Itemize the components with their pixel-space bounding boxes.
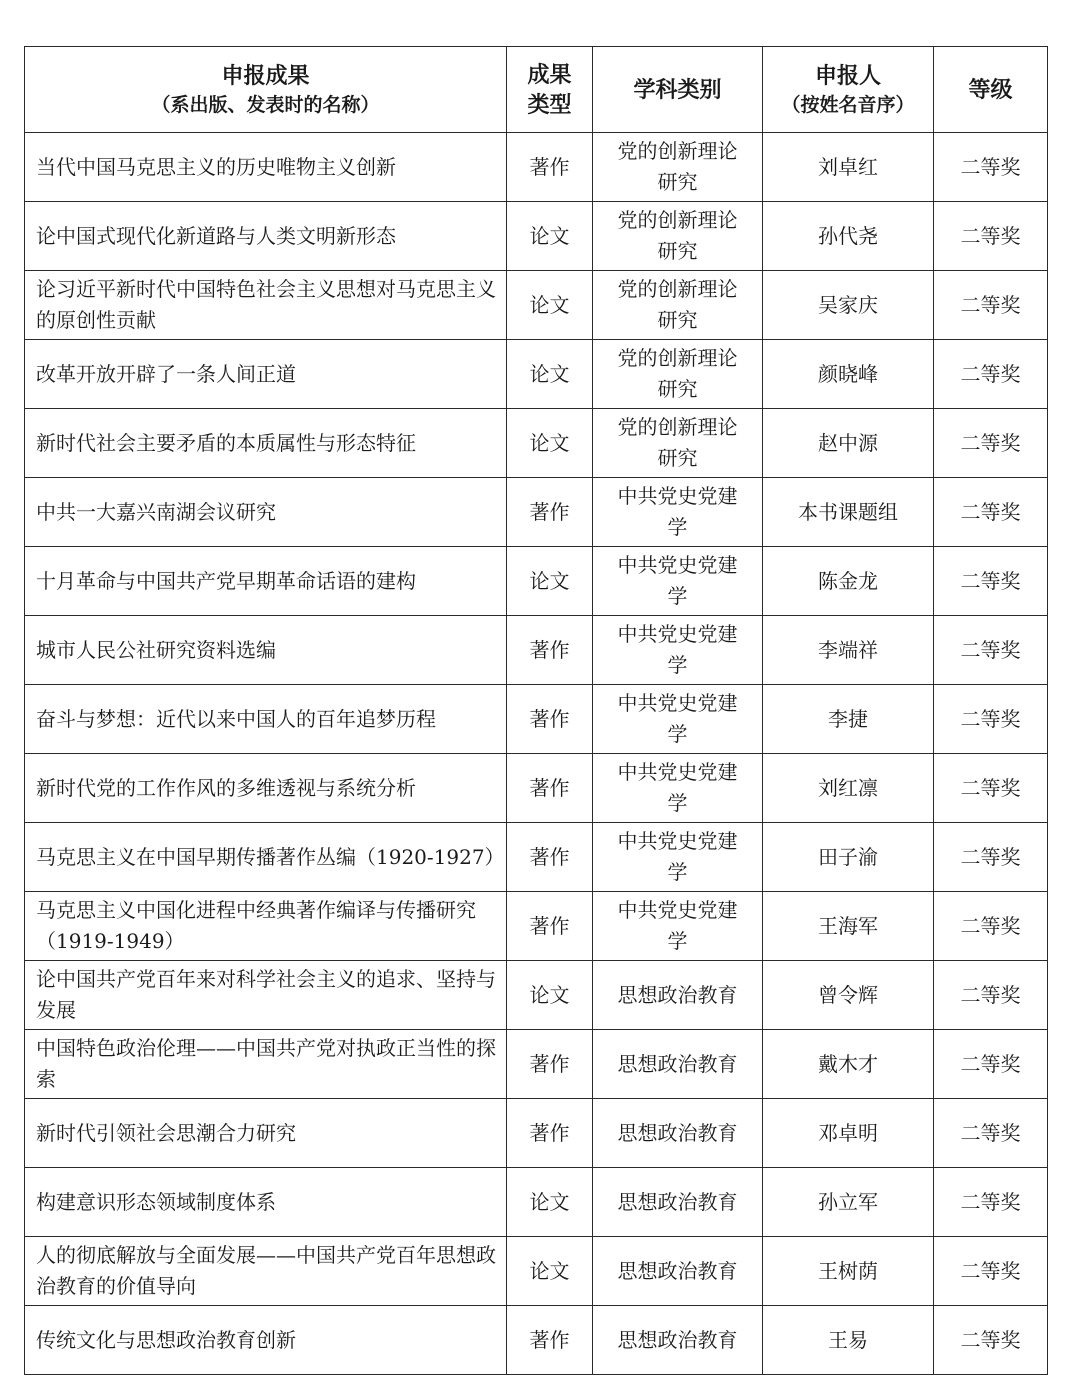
header-applicant-sub: （按姓名音序） [781, 93, 915, 116]
cell-category: 思想政治教育 [593, 1099, 763, 1168]
cell-type: 著作 [507, 823, 593, 892]
table-row [25, 271, 1048, 340]
cell-type: 著作 [507, 892, 593, 961]
cell-category: 思想政治教育 [593, 1237, 763, 1306]
table-row [25, 478, 1048, 547]
cell-type: 著作 [507, 685, 593, 754]
cell-applicant: 戴木才 [763, 1030, 934, 1099]
table-row [25, 616, 1048, 685]
cell-level: 二等奖 [934, 133, 1048, 202]
cell-category: 中共党史党建学 [593, 892, 763, 961]
cell-applicant: 刘红凛 [763, 754, 934, 823]
cell-applicant: 李端祥 [763, 616, 934, 685]
cell-type: 论文 [507, 961, 593, 1030]
header-category-label: 学科类别 [633, 76, 722, 103]
cell-category: 思想政治教育 [593, 1030, 763, 1099]
cell-applicant: 孙立军 [763, 1168, 934, 1237]
cell-title: 马克思主义中国化进程中经典著作编译与传播研究（1919-1949） [25, 892, 507, 961]
cell-title: 奋斗与梦想：近代以来中国人的百年追梦历程 [25, 685, 507, 754]
cell-title: 传统文化与思想政治教育创新 [25, 1306, 507, 1375]
cell-type: 论文 [507, 409, 593, 478]
table-row [25, 1030, 1048, 1099]
cell-applicant: 赵中源 [763, 409, 934, 478]
table-row [25, 823, 1048, 892]
header-type-line1: 成果 [527, 61, 572, 88]
cell-title: 新时代党的工作作风的多维透视与系统分析 [25, 754, 507, 823]
table-row [25, 961, 1048, 1030]
cell-title: 中共一大嘉兴南湖会议研究 [25, 478, 507, 547]
table-row [25, 754, 1048, 823]
table-row [25, 133, 1048, 202]
header-row [25, 47, 1048, 133]
awards-table-container [24, 46, 1047, 1375]
cell-title: 论习近平新时代中国特色社会主义思想对马克思主义的原创性贡献 [25, 271, 507, 340]
cell-type: 著作 [507, 478, 593, 547]
cell-level: 二等奖 [934, 202, 1048, 271]
cell-title: 人的彻底解放与全面发展——中国共产党百年思想政治教育的价值导向 [25, 1237, 507, 1306]
cell-category: 党的创新理论研究 [593, 340, 763, 409]
cell-level: 二等奖 [934, 1306, 1048, 1375]
cell-category: 中共党史党建学 [593, 823, 763, 892]
cell-type: 著作 [507, 133, 593, 202]
header-level [934, 47, 1048, 133]
header-title [25, 47, 507, 133]
cell-title: 构建意识形态领域制度体系 [25, 1168, 507, 1237]
header-applicant [763, 47, 934, 133]
header-type-line2: 类型 [527, 91, 572, 118]
table-row [25, 892, 1048, 961]
cell-title: 十月革命与中国共产党早期革命话语的建构 [25, 547, 507, 616]
cell-title: 改革开放开辟了一条人间正道 [25, 340, 507, 409]
header-level-label: 等级 [968, 76, 1013, 103]
cell-applicant: 颜晓峰 [763, 340, 934, 409]
header-type [507, 47, 593, 133]
awards-table [24, 46, 1048, 1375]
header-applicant-main: 申报人 [814, 62, 881, 89]
cell-applicant: 曾令辉 [763, 961, 934, 1030]
table-row [25, 685, 1048, 754]
cell-title: 论中国式现代化新道路与人类文明新形态 [25, 202, 507, 271]
cell-level: 二等奖 [934, 271, 1048, 340]
table-row [25, 1168, 1048, 1237]
cell-level: 二等奖 [934, 616, 1048, 685]
cell-category: 思想政治教育 [593, 1168, 763, 1237]
cell-type: 论文 [507, 1237, 593, 1306]
cell-applicant: 田子渝 [763, 823, 934, 892]
cell-title: 论中国共产党百年来对科学社会主义的追求、坚持与发展 [25, 961, 507, 1030]
cell-level: 二等奖 [934, 1237, 1048, 1306]
cell-type: 著作 [507, 616, 593, 685]
cell-category: 思想政治教育 [593, 961, 763, 1030]
cell-type: 论文 [507, 547, 593, 616]
table-body [25, 133, 1048, 1375]
cell-applicant: 邓卓明 [763, 1099, 934, 1168]
table-header [25, 47, 1048, 133]
cell-applicant: 王海军 [763, 892, 934, 961]
cell-applicant: 陈金龙 [763, 547, 934, 616]
table-row [25, 1099, 1048, 1168]
cell-level: 二等奖 [934, 1030, 1048, 1099]
table-row [25, 340, 1048, 409]
cell-type: 著作 [507, 1306, 593, 1375]
cell-category: 党的创新理论研究 [593, 409, 763, 478]
cell-category: 中共党史党建学 [593, 754, 763, 823]
cell-category: 中共党史党建学 [593, 547, 763, 616]
cell-level: 二等奖 [934, 823, 1048, 892]
cell-level: 二等奖 [934, 478, 1048, 547]
cell-title: 新时代引领社会思潮合力研究 [25, 1099, 507, 1168]
cell-type: 论文 [507, 1168, 593, 1237]
cell-type: 论文 [507, 340, 593, 409]
table-row [25, 202, 1048, 271]
cell-level: 二等奖 [934, 892, 1048, 961]
cell-category: 中共党史党建学 [593, 685, 763, 754]
cell-level: 二等奖 [934, 754, 1048, 823]
cell-type: 著作 [507, 1030, 593, 1099]
cell-applicant: 王树荫 [763, 1237, 934, 1306]
cell-level: 二等奖 [934, 1099, 1048, 1168]
header-title-sub: （系出版、发表时的名称） [151, 93, 380, 116]
cell-applicant: 本书课题组 [763, 478, 934, 547]
cell-level: 二等奖 [934, 961, 1048, 1030]
cell-category: 党的创新理论研究 [593, 271, 763, 340]
cell-type: 论文 [507, 271, 593, 340]
cell-title: 新时代社会主要矛盾的本质属性与形态特征 [25, 409, 507, 478]
cell-title: 当代中国马克思主义的历史唯物主义创新 [25, 133, 507, 202]
cell-type: 著作 [507, 754, 593, 823]
cell-level: 二等奖 [934, 340, 1048, 409]
cell-category: 中共党史党建学 [593, 478, 763, 547]
cell-level: 二等奖 [934, 685, 1048, 754]
cell-applicant: 李捷 [763, 685, 934, 754]
table-row [25, 409, 1048, 478]
cell-category: 党的创新理论研究 [593, 133, 763, 202]
cell-title: 马克思主义在中国早期传播著作丛编（1920-1927） [25, 823, 507, 892]
header-title-main: 申报成果 [221, 62, 310, 89]
cell-applicant: 吴家庆 [763, 271, 934, 340]
cell-title: 城市人民公社研究资料选编 [25, 616, 507, 685]
cell-type: 著作 [507, 1099, 593, 1168]
cell-title: 中国特色政治伦理——中国共产党对执政正当性的探索 [25, 1030, 507, 1099]
table-row [25, 1237, 1048, 1306]
cell-level: 二等奖 [934, 547, 1048, 616]
cell-type: 论文 [507, 202, 593, 271]
cell-category: 党的创新理论研究 [593, 202, 763, 271]
table-row [25, 547, 1048, 616]
cell-applicant: 王易 [763, 1306, 934, 1375]
cell-category: 中共党史党建学 [593, 616, 763, 685]
cell-applicant: 刘卓红 [763, 133, 934, 202]
header-category [593, 47, 763, 133]
cell-level: 二等奖 [934, 1168, 1048, 1237]
table-row [25, 1306, 1048, 1375]
cell-category: 思想政治教育 [593, 1306, 763, 1375]
cell-applicant: 孙代尧 [763, 202, 934, 271]
cell-level: 二等奖 [934, 409, 1048, 478]
